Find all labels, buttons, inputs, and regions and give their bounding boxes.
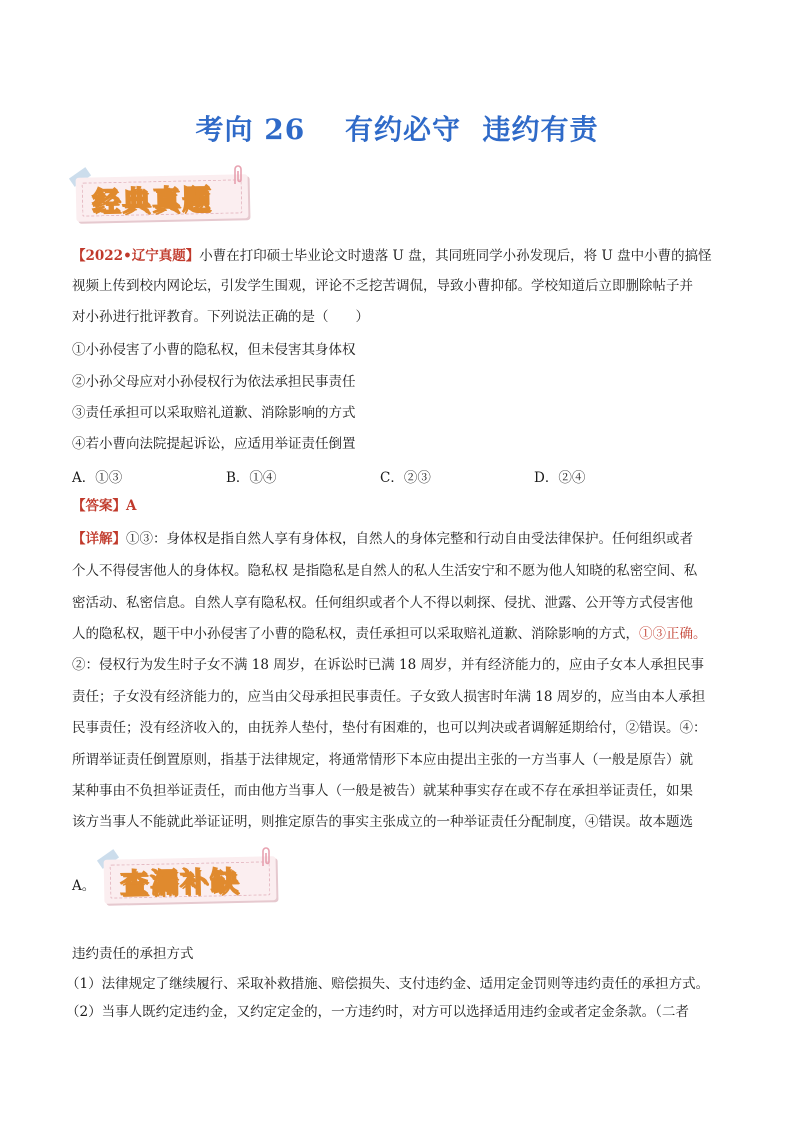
explanation-line: 某种事由不负担举证责任，而由他方当事人（一般是被告）就某种事实存在或不存在承担举证责任，如果 [72,783,693,799]
page-title: 考向 26 有约必守 违约有责 [195,113,599,146]
section-title-review: 查漏补缺 [119,864,241,901]
question-stem-line-3: 对小孙进行批评教育。下列说法正确的是（ ） [72,309,369,325]
explanation-conclusion: ①③正确。 [639,626,707,642]
explanation-line: 民事责任；没有经济收入的，由抚养人垫付，垫付有困难的，也可以判决或者调解延期给付，②错误。④： [72,720,707,736]
explanation-line: ②：侵权行为发生时子女不满 18 周岁，在诉讼时已满 18 周岁，并有经济能力的，应由子女本人承担民事 [72,657,705,673]
explanation-line [72,529,724,549]
explanation-line [72,624,724,644]
question-source: 【2022•辽宁真题】 [72,248,200,264]
statement-item: ④若小曹向法院提起诉讼，应适用举证责任倒置 [72,436,356,452]
explanation-tail: A。 [72,878,96,894]
explanation-text: ①③：身体权是指自然人享有身体权，自然人的身体完整和行动自由受法律保护。任何组织或者 [126,531,693,547]
statement-item: ②小孙父母应对小孙侵权行为依法承担民事责任 [72,374,356,390]
answer-label: 【答案】 [72,498,126,514]
explanation-text: 人的隐私权，题干中小孙侵害了小曹的隐私权，责任承担可以采取赔礼道歉、消除影响的方式， [72,626,639,642]
supplement-line: （2）当事人既约定违约金，又约定定金的，一方违约时，对方可以选择适用违约金或者定金条款。（二者 [66,1004,689,1020]
paperclip-icon [231,164,245,186]
paperclip-icon [259,846,273,868]
explanation-line: 所谓举证责任倒置原则，指基于法律规定，将通常情形下本应由提出主张的一方当事人（一般是原告）就 [72,752,693,768]
section-title-classic: 经典真题 [91,182,213,219]
statement-item: ③责任承担可以采取赔礼道歉、消除影响的方式 [72,405,356,421]
explanation-label: 【详解】 [72,531,126,547]
supplement-heading: 违约责任的承担方式 [72,946,194,962]
answer-value: A [126,498,137,514]
option-d: D．②④ [534,470,586,486]
question-stem-line-2: 视频上传到校内网论坛，引发学生围观，评论不乏挖苦调侃，导致小曹抑郁。学校知道后立即删除帖子并 [72,278,693,294]
section-banner-classic [76,172,251,222]
statement-item: ①小孙侵害了小曹的隐私权，但未侵害其身体权 [72,342,356,358]
stem-text: 小曹在打印硕士毕业论文时遗落 U 盘，其同班同学小孙发现后，将 U 盘中小曹的搞怪 [199,248,712,264]
option-b: B．①④ [226,470,277,486]
explanation-line: 该方当事人不能就此举证证明，则推定原告的事实主张成立的一种举证责任分配制度，④错误。故本题选 [72,814,693,830]
option-c: C．②③ [380,470,431,486]
explanation-line: 个人不得侵害他人的身体权。隐私权 是指隐私是自然人的私人生活安宁和不愿为他人知晓的私密空间、私 [72,563,698,579]
section-banner-review [104,854,279,904]
supplement-line: （1）法律规定了继续履行、采取补救措施、赔偿损失、支付违约金、适用定金罚则等违约责任的承担方式。 [66,976,710,992]
question-stem-line-1 [72,246,724,266]
explanation-line: 责任；子女没有经济能力的，应当由父母承担民事责任。子女致人损害时年满 18 周岁的，应当由本人承担 [72,689,706,705]
answer-line [72,496,724,516]
option-a: A．①③ [72,470,123,486]
explanation-line: 密活动、私密信息。自然人享有隐私权。任何组织或者个人不得以刺探、侵扰、泄露、公开等方式侵害他 [72,595,693,611]
